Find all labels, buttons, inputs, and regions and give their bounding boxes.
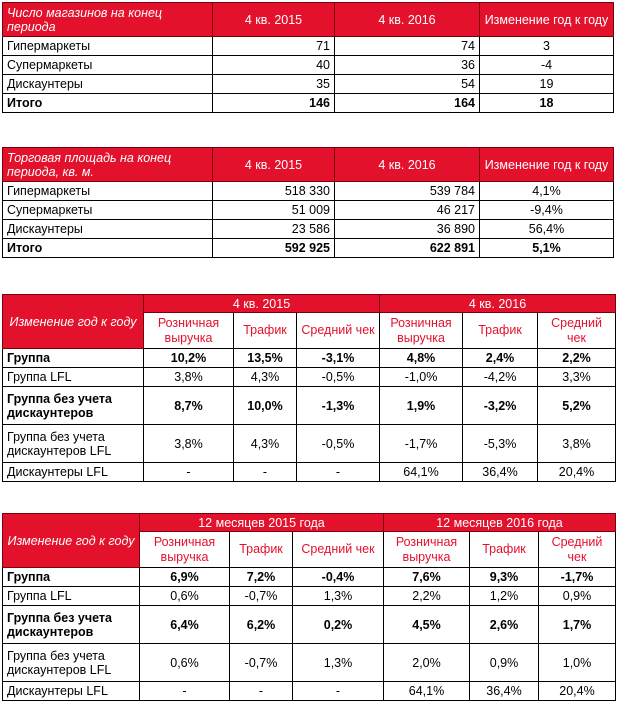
table-row xyxy=(3,463,616,482)
cell: 1,7% xyxy=(539,606,616,644)
row-label: Группа LFL xyxy=(3,587,140,606)
cell: -0,7% xyxy=(230,644,293,682)
cell: 164 xyxy=(335,94,480,113)
cell: 8,7% xyxy=(144,387,234,425)
total-row xyxy=(3,239,614,258)
cell: 64,1% xyxy=(380,463,463,482)
row-label: Дискаунтеры LFL xyxy=(3,463,144,482)
stores-table xyxy=(2,2,614,113)
table-row xyxy=(3,425,616,463)
cell: 4,3% xyxy=(234,425,297,463)
row-label: Группа без учета дискаунтеров LFL xyxy=(3,425,144,463)
cell: 5,1% xyxy=(480,239,614,258)
row-label: Гипермаркеты xyxy=(3,182,213,201)
row-label: Группа без учета дискаунтеров xyxy=(3,387,144,425)
quarter-period-1: 4 кв. 2015 xyxy=(144,295,380,313)
annual-period-2: 12 месяцев 2016 года xyxy=(384,514,616,532)
cell: 1,0% xyxy=(539,644,616,682)
subheader-retail-revenue: Розничная выручка xyxy=(140,532,230,568)
area-header-q4-2015: 4 кв. 2015 xyxy=(213,148,335,182)
cell: 3,8% xyxy=(144,425,234,463)
cell: 56,4% xyxy=(480,220,614,239)
cell: -1,7% xyxy=(539,568,616,587)
row-label: Гипермаркеты xyxy=(3,37,213,56)
subheader-traffic: Трафик xyxy=(470,532,539,568)
stores-header-row xyxy=(3,3,614,37)
subheader-avg-check: Средний чек xyxy=(539,532,616,568)
cell: -1,7% xyxy=(380,425,463,463)
annual-period-1: 12 месяцев 2015 года xyxy=(140,514,384,532)
table-row xyxy=(3,349,616,368)
cell: -4 xyxy=(480,56,614,75)
cell: 13,5% xyxy=(234,349,297,368)
cell: - xyxy=(144,463,234,482)
cell: -0,4% xyxy=(293,568,384,587)
cell: 0,6% xyxy=(140,644,230,682)
subheader-retail-revenue: Розничная выручка xyxy=(380,313,463,349)
cell: 6,2% xyxy=(230,606,293,644)
cell: 10,2% xyxy=(144,349,234,368)
stores-header-q4-2016: 4 кв. 2016 xyxy=(335,3,480,37)
cell: - xyxy=(234,463,297,482)
subheader-avg-check: Средний чек xyxy=(538,313,616,349)
cell: - xyxy=(230,682,293,701)
cell: -3,1% xyxy=(297,349,380,368)
quarter-table xyxy=(2,294,616,482)
table-row xyxy=(3,182,614,201)
cell: 36 890 xyxy=(335,220,480,239)
stores-header-title: Число магазинов на конец периода xyxy=(3,3,213,37)
area-header-row xyxy=(3,148,614,182)
cell: 1,3% xyxy=(293,644,384,682)
row-label: Супермаркеты xyxy=(3,201,213,220)
cell: 2,2% xyxy=(384,587,470,606)
area-header-title: Торговая площадь на конец периода, кв. м. xyxy=(3,148,213,182)
cell: - xyxy=(293,682,384,701)
cell: 1,2% xyxy=(470,587,539,606)
cell: 539 784 xyxy=(335,182,480,201)
cell: 2,6% xyxy=(470,606,539,644)
cell: 36,4% xyxy=(463,463,538,482)
subheader-traffic: Трафик xyxy=(230,532,293,568)
table-row xyxy=(3,201,614,220)
row-label: Итого xyxy=(3,239,213,258)
cell: 622 891 xyxy=(335,239,480,258)
cell: -3,2% xyxy=(463,387,538,425)
subheader-avg-check: Средний чек xyxy=(297,313,380,349)
annual-period-row xyxy=(3,514,616,532)
cell: 35 xyxy=(213,75,335,94)
cell: 51 009 xyxy=(213,201,335,220)
cell: -0,7% xyxy=(230,587,293,606)
cell: -0,5% xyxy=(297,368,380,387)
cell: 7,2% xyxy=(230,568,293,587)
cell: 23 586 xyxy=(213,220,335,239)
subheader-traffic: Трафик xyxy=(234,313,297,349)
cell: 2,2% xyxy=(538,349,616,368)
row-label: Итого xyxy=(3,94,213,113)
table-row xyxy=(3,606,616,644)
cell: 3,8% xyxy=(538,425,616,463)
area-header-change: Изменение год к году xyxy=(480,148,614,182)
area-header-q4-2016: 4 кв. 2016 xyxy=(335,148,480,182)
cell: 3,8% xyxy=(144,368,234,387)
cell: 74 xyxy=(335,37,480,56)
cell: 6,9% xyxy=(140,568,230,587)
table-row xyxy=(3,56,614,75)
subheader-traffic: Трафик xyxy=(463,313,538,349)
cell: 2,4% xyxy=(463,349,538,368)
row-label: Группа xyxy=(3,349,144,368)
row-label: Дискаунтеры LFL xyxy=(3,682,140,701)
table-row xyxy=(3,387,616,425)
cell: 10,0% xyxy=(234,387,297,425)
cell: 71 xyxy=(213,37,335,56)
cell: 4,3% xyxy=(234,368,297,387)
cell: 18 xyxy=(480,94,614,113)
cell: 5,2% xyxy=(538,387,616,425)
cell: 36 xyxy=(335,56,480,75)
cell: 0,9% xyxy=(470,644,539,682)
table-row xyxy=(3,75,614,94)
row-label: Группа xyxy=(3,568,140,587)
cell: 146 xyxy=(213,94,335,113)
cell: 4,8% xyxy=(380,349,463,368)
table-row xyxy=(3,682,616,701)
table-row xyxy=(3,587,616,606)
cell: 2,0% xyxy=(384,644,470,682)
row-label: Группа без учета дискаунтеров xyxy=(3,606,140,644)
total-row xyxy=(3,94,614,113)
table-row xyxy=(3,644,616,682)
table-row xyxy=(3,220,614,239)
row-label: Супермаркеты xyxy=(3,56,213,75)
cell: 64,1% xyxy=(384,682,470,701)
row-label: Группа без учета дискаунтеров LFL xyxy=(3,644,140,682)
quarter-period-row xyxy=(3,295,616,313)
cell: 54 xyxy=(335,75,480,94)
cell: 0,6% xyxy=(140,587,230,606)
cell: -9,4% xyxy=(480,201,614,220)
stores-header-q4-2015: 4 кв. 2015 xyxy=(213,3,335,37)
annual-corner: Изменение год к году xyxy=(3,514,140,568)
cell: 9,3% xyxy=(470,568,539,587)
table-row xyxy=(3,37,614,56)
subheader-retail-revenue: Розничная выручка xyxy=(384,532,470,568)
area-table xyxy=(2,147,614,258)
cell: 40 xyxy=(213,56,335,75)
cell: 6,4% xyxy=(140,606,230,644)
cell: -1,0% xyxy=(380,368,463,387)
cell: 20,4% xyxy=(539,682,616,701)
cell: 4,5% xyxy=(384,606,470,644)
cell: 4,1% xyxy=(480,182,614,201)
quarter-period-2: 4 кв. 2016 xyxy=(380,295,616,313)
cell: 36,4% xyxy=(470,682,539,701)
stores-header-change: Изменение год к году xyxy=(480,3,614,37)
cell: 20,4% xyxy=(538,463,616,482)
cell: -5,3% xyxy=(463,425,538,463)
cell: 1,9% xyxy=(380,387,463,425)
cell: -4,2% xyxy=(463,368,538,387)
cell: 19 xyxy=(480,75,614,94)
quarter-corner: Изменение год к году xyxy=(3,295,144,349)
table-row xyxy=(3,368,616,387)
cell: 0,2% xyxy=(293,606,384,644)
cell: - xyxy=(297,463,380,482)
cell: -0,5% xyxy=(297,425,380,463)
annual-table xyxy=(2,513,616,701)
subheader-retail-revenue: Розничная выручка xyxy=(144,313,234,349)
cell: 46 217 xyxy=(335,201,480,220)
cell: 7,6% xyxy=(384,568,470,587)
cell: 3 xyxy=(480,37,614,56)
row-label: Дискаунтеры xyxy=(3,220,213,239)
cell: 592 925 xyxy=(213,239,335,258)
cell: 518 330 xyxy=(213,182,335,201)
row-label: Группа LFL xyxy=(3,368,144,387)
table-row xyxy=(3,568,616,587)
cell: 3,3% xyxy=(538,368,616,387)
subheader-avg-check: Средний чек xyxy=(293,532,384,568)
cell: - xyxy=(140,682,230,701)
cell: -1,3% xyxy=(297,387,380,425)
cell: 0,9% xyxy=(539,587,616,606)
row-label: Дискаунтеры xyxy=(3,75,213,94)
cell: 1,3% xyxy=(293,587,384,606)
